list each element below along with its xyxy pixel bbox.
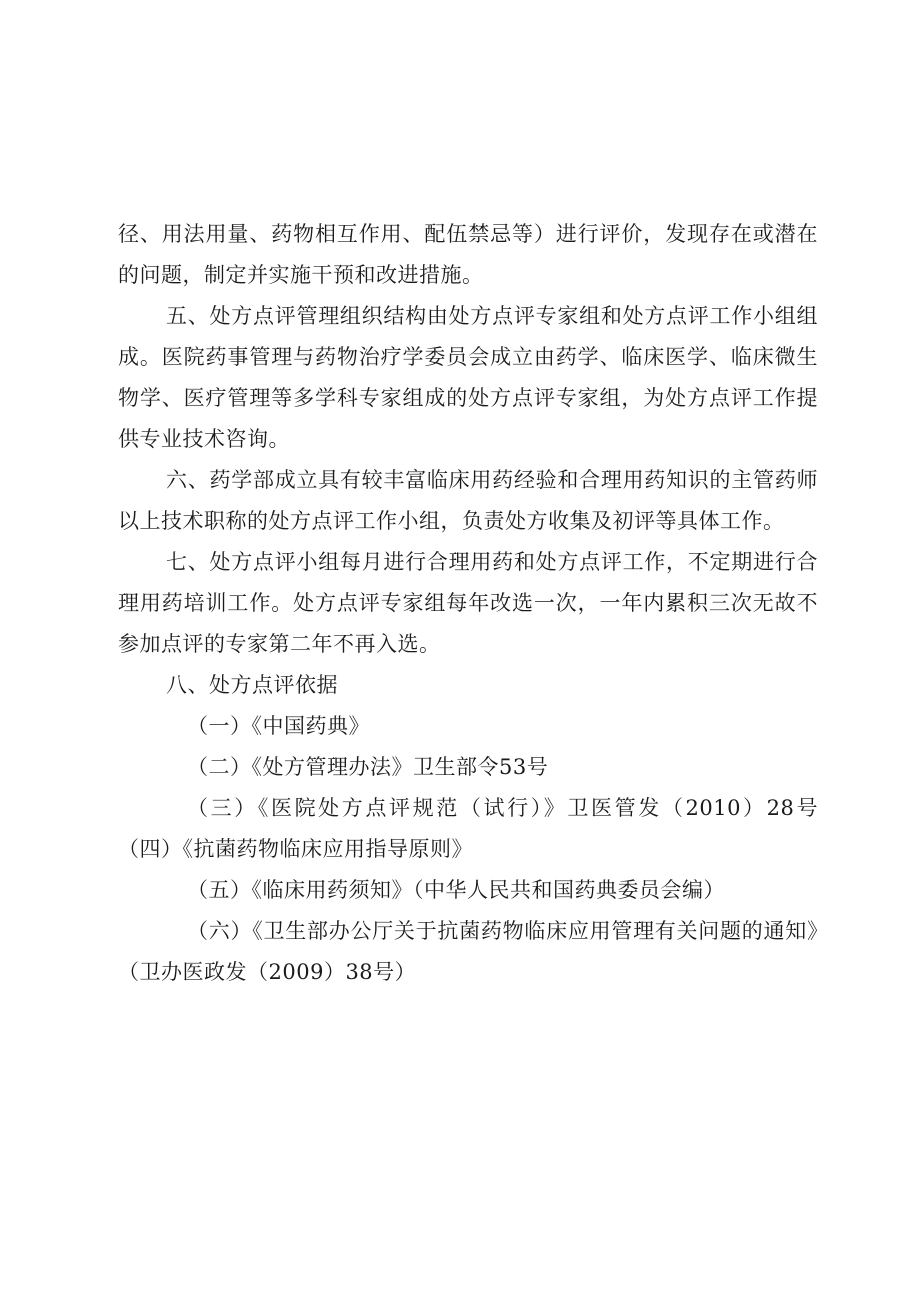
paragraph-section-7: 七、处方点评小组每月进行合理用药和处方点评工作，不定期进行合理用药培训工作。处方点评专家组每年改选一次，一年内累积三次无故不参加点评的专家第二年不再入选。	[118, 550, 818, 656]
document-body	[118, 214, 818, 993]
reference-item-5: （五）《临床用药须知》（中华人民共和国药典委员会编）	[187, 878, 725, 902]
reference-item-3: （三）《医院处方点评规范（试行）》卫医管发（2010）28号（四）《抗菌药物临床应用指导原则》	[118, 796, 818, 861]
paragraph-section-8-heading: 八、处方点评依据	[166, 673, 338, 697]
paragraph-section-5: 五、处方点评管理组织结构由处方点评专家组和处方点评工作小组组成。医院药事管理与药物治疗学委员会成立由药学、临床医学、临床微生物学、医疗管理等多学科专家组成的处方点评专家组，为处方点评工作提供专业技术咨询。	[118, 304, 818, 451]
reference-item-1: （一）《中国药典》	[187, 714, 370, 738]
reference-item-6: （六）《卫生部办公厅关于抗菌药物临床应用管理有关问题的通知》（卫办医政发（2009）38号）	[118, 919, 818, 984]
paragraph-continued: 径、用法用量、药物相互作用、配伍禁忌等）进行评价，发现存在或潜在的问题，制定并实施干预和改进措施。	[118, 222, 818, 287]
paragraph-section-6: 六、药学部成立具有较丰富临床用药经验和合理用药知识的主管药师以上技术职称的处方点评工作小组，负责处方收集及初评等具体工作。	[118, 468, 818, 533]
reference-item-2: （二）《处方管理办法》卫生部令53号	[187, 755, 549, 779]
